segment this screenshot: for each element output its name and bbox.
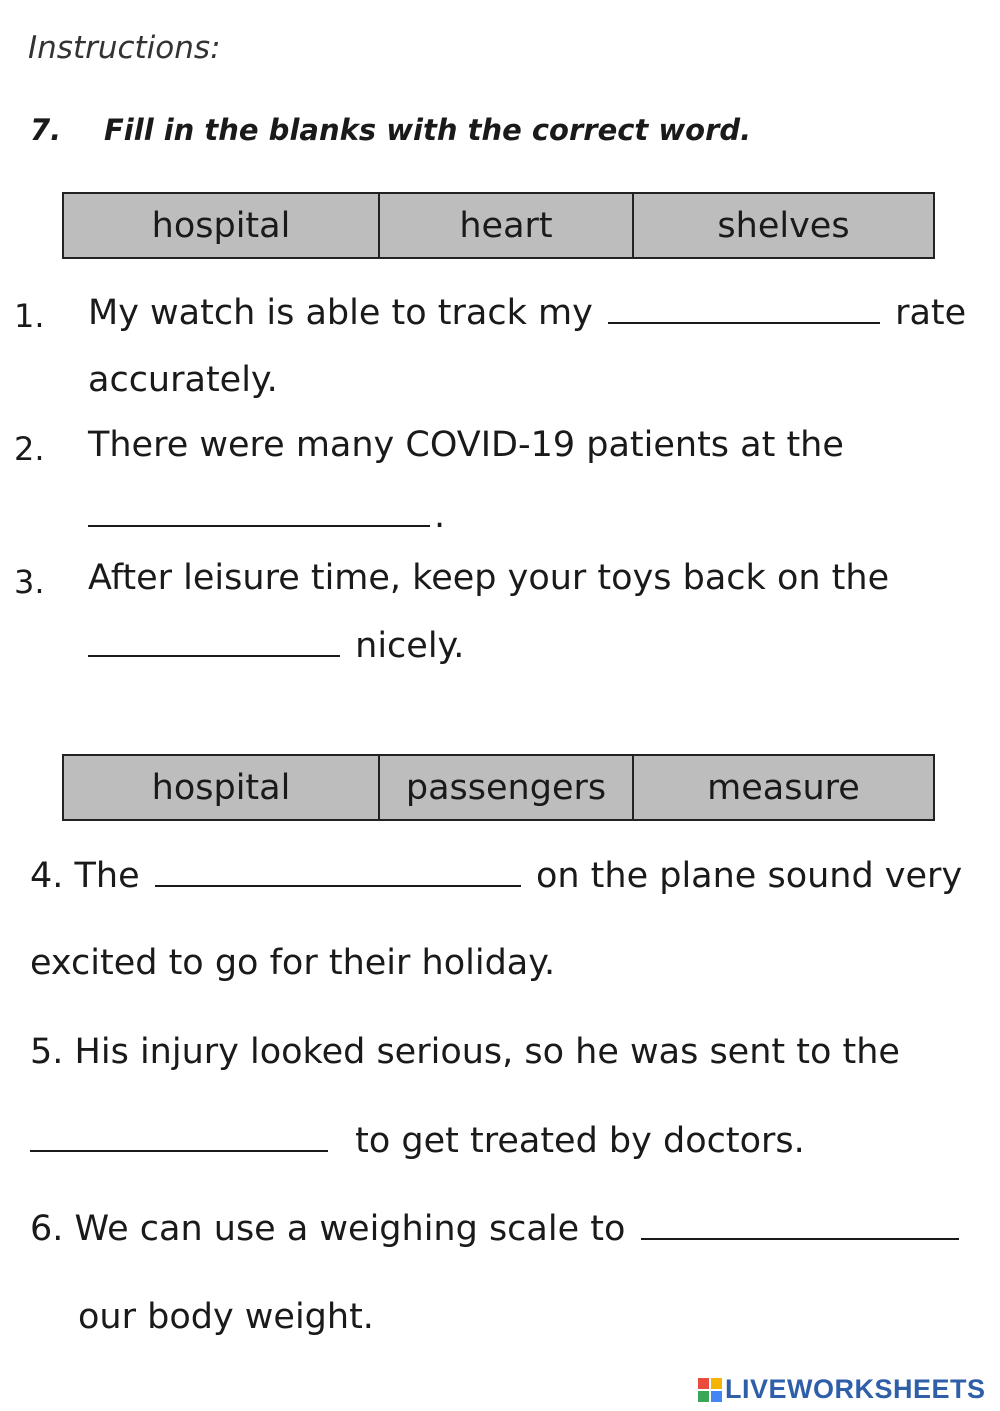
item-1-line-1 bbox=[88, 292, 966, 333]
item-text: rate bbox=[895, 293, 967, 333]
word-bank-word: measure bbox=[707, 767, 860, 808]
answer-blank-1[interactable] bbox=[608, 292, 880, 324]
item-text: to get treated by doctors. bbox=[355, 1121, 805, 1161]
item-2-line-2 bbox=[88, 495, 445, 536]
item-text: We can use a weighing scale to bbox=[74, 1209, 626, 1249]
item-3-line-1: After leisure time, keep your toys back on the bbox=[88, 558, 890, 598]
logo-text: LIVEWORKSHEETS bbox=[725, 1374, 986, 1404]
item-text: My watch is able to track my bbox=[88, 293, 593, 333]
item-5-line-2 bbox=[30, 1120, 805, 1161]
item-4-line-2: excited to go for their holiday. bbox=[30, 943, 556, 983]
item-text: nicely. bbox=[355, 626, 465, 666]
word-bank-2 bbox=[62, 754, 935, 821]
item-text: His injury looked serious, so he was sent to the bbox=[74, 1032, 900, 1072]
item-number: 6. bbox=[30, 1209, 64, 1249]
question-text: Fill in the blanks with the correct word. bbox=[104, 113, 752, 147]
item-6-line-2: our body weight. bbox=[78, 1297, 374, 1337]
word-bank-1 bbox=[62, 192, 935, 259]
item-6-line-1 bbox=[30, 1208, 963, 1249]
item-number: 1. bbox=[14, 297, 45, 335]
liveworksheets-icon bbox=[698, 1378, 722, 1402]
word-bank-word: heart bbox=[380, 194, 634, 257]
answer-blank-2[interactable] bbox=[88, 495, 430, 527]
item-text: on the plane sound very bbox=[535, 856, 963, 896]
item-2-line-1: There were many COVID-19 patients at the bbox=[88, 425, 844, 465]
item-3-line-2 bbox=[88, 625, 464, 666]
word-bank-word: shelves bbox=[717, 205, 850, 246]
item-number: 4. bbox=[30, 856, 64, 896]
answer-blank-5[interactable] bbox=[30, 1120, 328, 1152]
item-text: The bbox=[74, 856, 140, 896]
answer-blank-3[interactable] bbox=[88, 625, 340, 657]
item-4-line-1 bbox=[30, 855, 962, 896]
item-punctuation: . bbox=[434, 496, 446, 536]
word-bank-word: passengers bbox=[380, 756, 634, 819]
logo-square bbox=[698, 1391, 709, 1402]
item-5-line-1 bbox=[30, 1032, 900, 1072]
item-1-line-2: accurately. bbox=[88, 360, 278, 400]
item-number: 2. bbox=[14, 430, 45, 468]
word-bank-word: hospital bbox=[64, 756, 380, 819]
word-bank-word: hospital bbox=[64, 194, 380, 257]
logo-square bbox=[711, 1378, 722, 1389]
logo-square bbox=[711, 1391, 722, 1402]
answer-blank-4[interactable] bbox=[155, 855, 521, 887]
item-number: 5. bbox=[30, 1032, 64, 1072]
liveworksheets-logo bbox=[698, 1374, 986, 1405]
question-number: 7. bbox=[30, 113, 62, 147]
answer-blank-6[interactable] bbox=[641, 1208, 959, 1240]
instructions-label: Instructions: bbox=[28, 30, 221, 66]
item-number: 3. bbox=[14, 563, 45, 601]
logo-square bbox=[698, 1378, 709, 1389]
